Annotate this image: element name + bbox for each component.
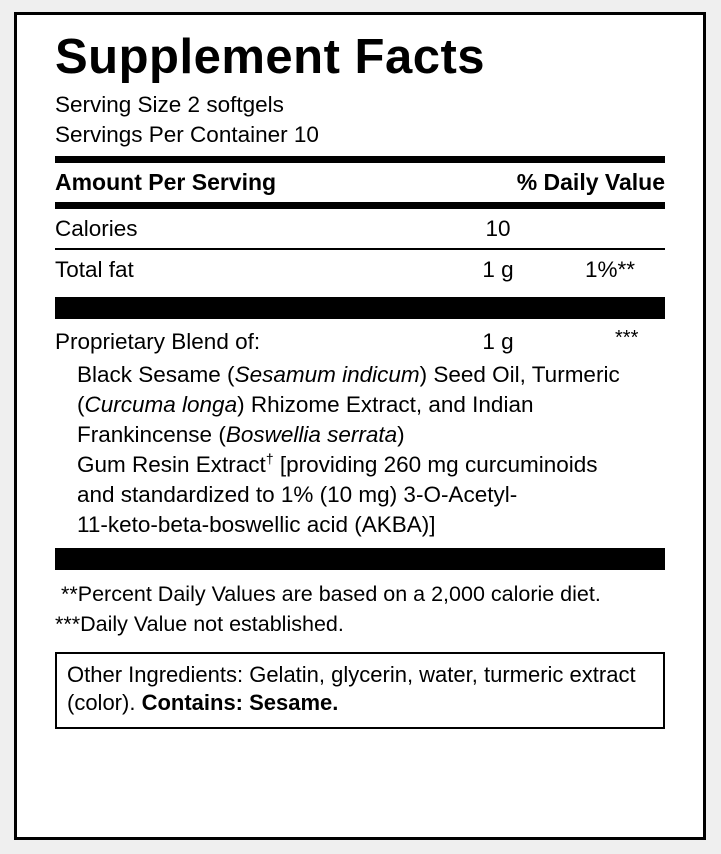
blend-name: Proprietary Blend of: [55,329,261,355]
row-name-total-fat: Total fat [55,257,134,283]
row-amount-total-fat: 1 g [482,257,514,283]
supplement-facts-panel [14,12,706,840]
serving-info [55,90,687,150]
row-dv-total-fat: 1%** [585,257,636,283]
blend-line-4: Gum Resin Extract† [providing 260 mg curcuminoids [77,450,598,478]
header-amount-per-serving: Amount Per Serving [55,169,277,196]
blend-line-6: 11-keto-beta-boswellic acid (AKBA)] [77,511,436,537]
row-amount-calories: 10 [485,216,511,242]
row-name-calories: Calories [55,216,138,242]
blend-line-1: Black Sesame (Sesamum indicum) Seed Oil, Turmeric [77,362,620,388]
footnote-percent-dv: **Percent Daily Values are based on a 2,000 calorie diet. [61,581,601,606]
divider-thick-lower [55,548,665,570]
table-header-row [55,169,665,196]
blend-line-5: and standardized to 1% (10 mg) 3-O-Acetyl- [77,481,518,507]
footnote-dv-not-established: ***Daily Value not established. [55,612,344,637]
footnotes [55,579,665,640]
table-row [55,209,665,248]
proprietary-blend-section [55,319,665,540]
blend-ingredient-list [55,327,665,540]
blend-dv: *** [615,327,639,350]
divider-top [55,156,665,163]
other-ingredients-text: Other Ingredients: Gelatin, glycerin, water, turmeric extract (color). [67,661,636,716]
blend-line-3: Frankincense (Boswellia serrata) [77,422,405,448]
divider-thick-upper [55,297,665,319]
blend-amount: 1 g [482,329,514,355]
servings-per-container: Servings Per Container 10 [55,122,319,148]
contains-allergen-text: Contains: Sesame. [141,690,339,716]
header-daily-value: % Daily Value [516,169,665,196]
dagger-symbol: † [265,450,274,467]
serving-size: Serving Size 2 softgels [55,92,284,117]
divider-under-header [55,202,665,209]
page-title: Supplement Facts [55,30,486,84]
blend-line-2: (Curcuma longa) Rhizome Extract, and Indian [77,392,534,418]
other-ingredients-box [55,652,665,729]
table-row [55,250,665,289]
